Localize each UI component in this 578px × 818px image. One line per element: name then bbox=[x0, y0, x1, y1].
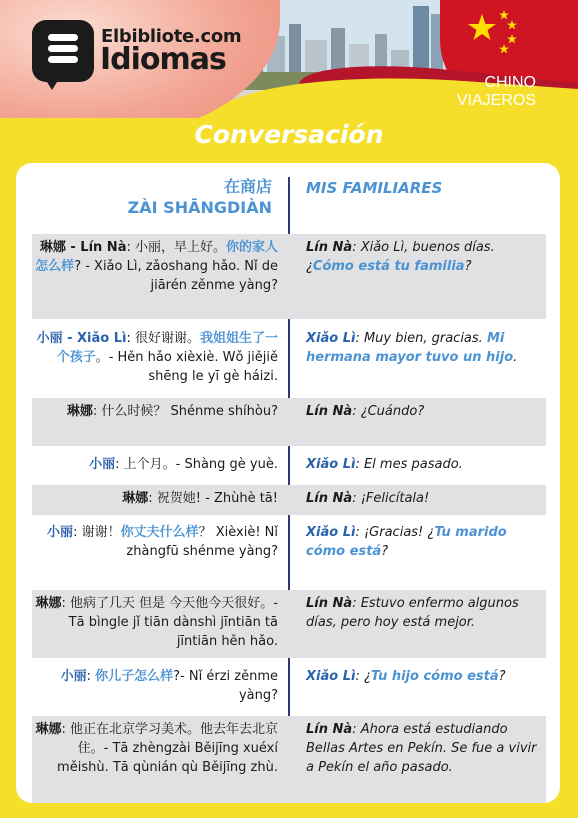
speaker: 琳娜 bbox=[35, 722, 62, 737]
highlight: 我姐姐生了一个孩子 bbox=[56, 331, 278, 365]
header-banner bbox=[0, 0, 578, 118]
speaker: 小丽 - Xiǎo Lì bbox=[36, 331, 127, 346]
highlight: 你儿子怎么样 bbox=[95, 669, 174, 684]
chinese-line: 琳娜: 祝贺她! - Zhùhè tā! bbox=[122, 491, 278, 506]
speaker: Xiǎo Lì bbox=[306, 331, 356, 346]
brand-name: Idiomas bbox=[100, 42, 226, 77]
chinese-line: 小丽: 上个月。- Shàng gè yuè. bbox=[89, 457, 278, 472]
chinese-line: 琳娜 - Lín Nà: 小丽，早上好。你的家人怎么样? - Xiǎo Lì, zǎoshang hǎo. Nǐ de jiārén zěnme yàng? bbox=[35, 240, 278, 293]
course-language: CHINO bbox=[484, 74, 536, 91]
spanish-line: Lín Nà: Ahora está estudiando Bellas Artes en Pekín. Se fue a vivir a Pekín el año pasado. bbox=[306, 722, 537, 775]
highlight: Tu hijo cómo está bbox=[370, 669, 499, 684]
spanish-line: Xiǎo Lì: ¿Tu hijo cómo está? bbox=[306, 669, 506, 684]
spanish-line: Xiǎo Lì: Muy bien, gracias. Mi hermana mayor tuvo un hijo. bbox=[306, 331, 518, 365]
course-level: VIAJEROS bbox=[456, 92, 536, 109]
logo-book-icon bbox=[48, 34, 78, 68]
speaker: Xiǎo Lì bbox=[306, 669, 356, 684]
flag-stars-icon bbox=[462, 6, 542, 66]
chinese-line: 小丽: 你儿子怎么样?- Nǐ érzi zěnme yàng? bbox=[60, 669, 278, 703]
highlight: 你的家人怎么样 bbox=[35, 240, 278, 274]
speaker: Xiǎo Lì bbox=[306, 457, 356, 472]
speaker: 琳娜 bbox=[122, 491, 149, 506]
speaker: Lín Nà bbox=[306, 491, 353, 506]
speaker: 小丽 bbox=[89, 457, 116, 472]
conversation-card bbox=[16, 163, 560, 803]
speaker: 小丽 bbox=[60, 669, 87, 684]
dialogue-row bbox=[32, 234, 546, 319]
speaker: 琳娜 bbox=[35, 596, 62, 611]
course-label bbox=[457, 74, 536, 110]
dialogue-row bbox=[32, 663, 546, 711]
left-column-heading bbox=[32, 177, 272, 219]
brand-site: Elbibliote.com bbox=[101, 26, 242, 47]
speaker: 小丽 bbox=[47, 525, 74, 540]
speaker: Xiǎo Lì bbox=[306, 525, 356, 540]
highlight: Tu marido cómo está bbox=[306, 525, 507, 559]
spanish-line: Lín Nà: ¡Felicítala! bbox=[306, 491, 430, 506]
heading-chinese: 在商店 bbox=[223, 177, 272, 196]
spanish-line: Lín Nà: Xiǎo Lì, buenos días. ¿Cómo está tu familia? bbox=[306, 240, 495, 274]
speaker: Lín Nà bbox=[306, 240, 353, 255]
dialogue-row bbox=[32, 716, 546, 803]
dialogue-row bbox=[32, 485, 546, 515]
page-title: Conversación bbox=[194, 120, 384, 149]
spanish-line: Lín Nà: ¿Cuándo? bbox=[306, 404, 425, 419]
dialogue-row bbox=[32, 398, 546, 446]
speaker: 琳娜 - Lín Nà bbox=[39, 240, 127, 255]
speaker: Lín Nà bbox=[306, 596, 353, 611]
speaker: Lín Nà bbox=[306, 404, 353, 419]
right-column-heading: MIS FAMILIARES bbox=[306, 179, 443, 197]
chinese-line: 小丽: 谢谢！你丈夫什么样？ Xièxiè! Nǐ zhàngfū shénme yàng? bbox=[47, 525, 278, 559]
chinese-line: 琳娜: 什么时候？ Shénme shíhòu? bbox=[66, 404, 278, 419]
chinese-line: 琳娜: 他正在北京学习美术。他去年去北京住。- Tā zhèngzài Běijīng xuéxí měishù. Tā qùnián qù Běijīng zhù. bbox=[35, 722, 278, 775]
speaker: Lín Nà bbox=[306, 722, 353, 737]
highlight: Mi hermana mayor tuvo un hijo bbox=[306, 331, 514, 365]
highlight: 你丈夫什么样 bbox=[120, 525, 199, 540]
highlight: Cómo está tu familia bbox=[312, 259, 465, 274]
spanish-line: Xiǎo Lì: ¡Gracias! ¿Tu marido cómo está? bbox=[306, 525, 507, 559]
spanish-line: Xiǎo Lì: El mes pasado. bbox=[306, 457, 463, 472]
chinese-line: 琳娜: 他病了几天 但是 今天他今天很好。- Tā bìngle jǐ tiān dànshì jīntiān tā jīntiān hěn hǎo. bbox=[35, 596, 278, 649]
heading-pinyin: ZÀI SHĀNGDIÀN bbox=[127, 198, 272, 217]
spanish-line: Lín Nà: Estuvo enfermo algunos días, pero hoy está mejor. bbox=[306, 596, 519, 630]
dialogue-row bbox=[32, 325, 546, 391]
dialogue-row bbox=[32, 519, 546, 585]
dialogue-row bbox=[32, 590, 546, 658]
dialogue-row bbox=[32, 451, 546, 481]
chinese-line: 小丽 - Xiǎo Lì: 很好谢谢。我姐姐生了一个孩子。- Hěn hǎo xièxiè. Wǒ jiějiě shēng le yī gè háizi. bbox=[36, 331, 278, 384]
speaker: 琳娜 bbox=[66, 404, 93, 419]
